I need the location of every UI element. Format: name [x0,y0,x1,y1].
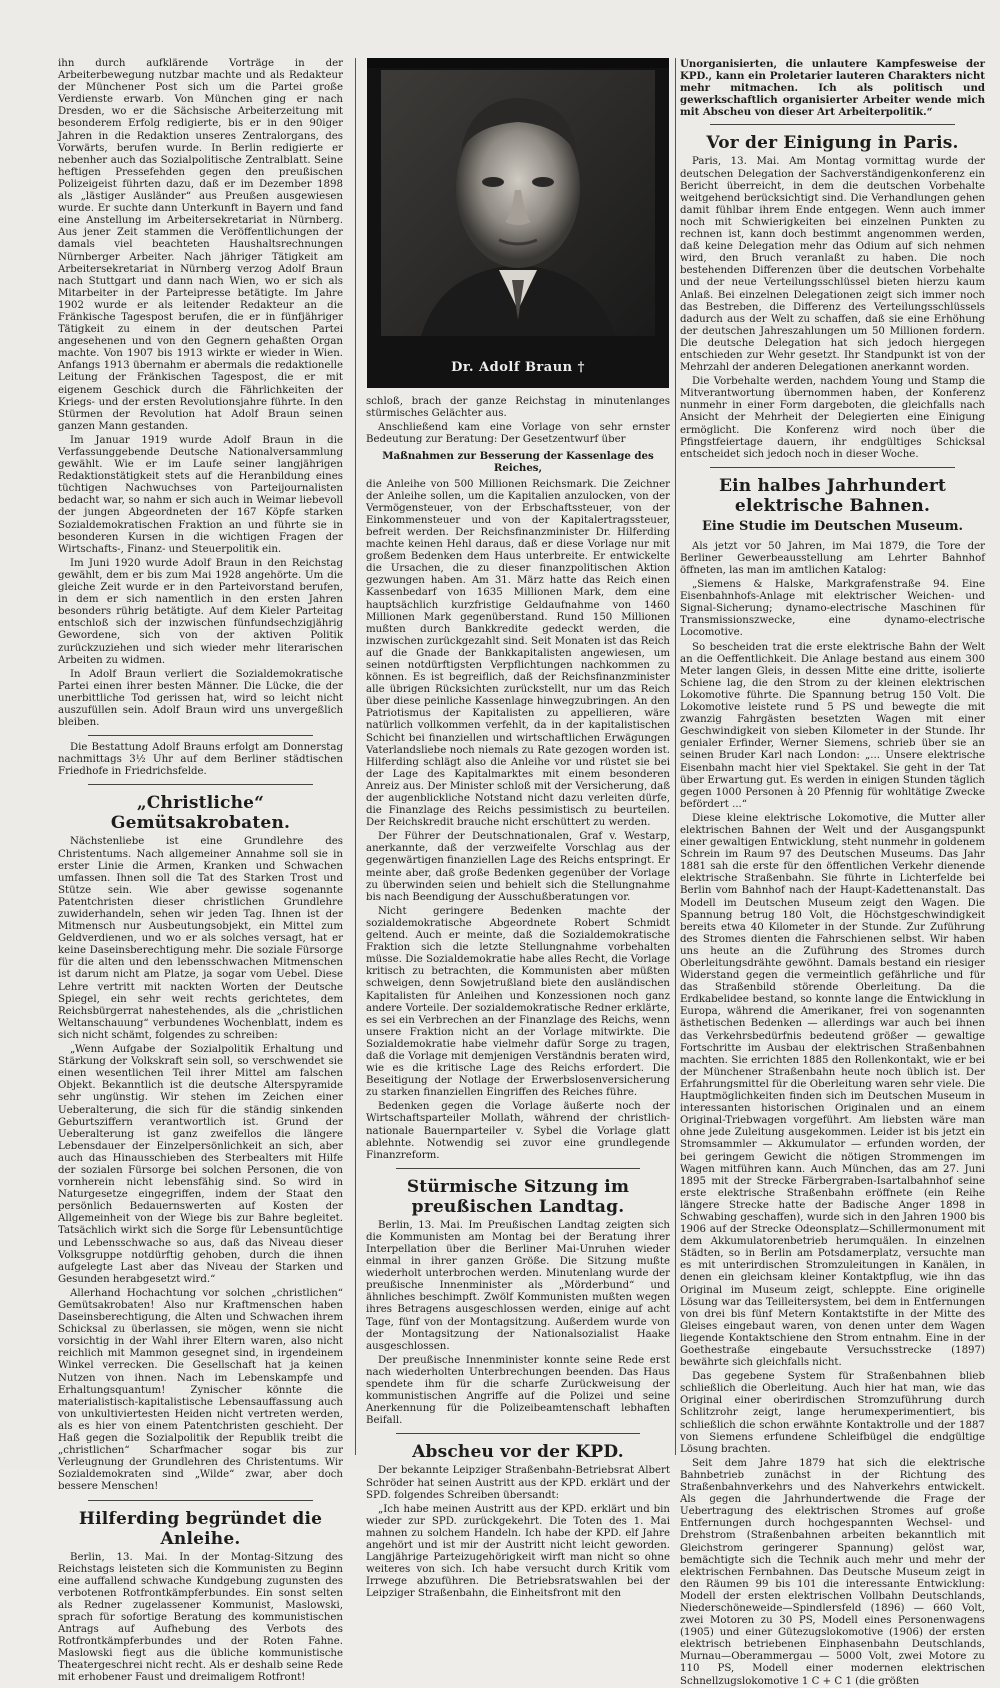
quote-paragraph: „Ich habe meinen Austritt aus der KPD. erklärt und bin wieder zur SPD. zurückgekehrt. Die Toten des 1. Mai mahnen zu solchem Handeln. Ich habe der KPD. elf Jahre angehört und ist mir der Austritt nicht leicht geworden. Langjährige Parteizugehörigkeit wirft man nicht so ohne weiteres von sich. Ich habe versucht durch Kritik vom Irrwege abzuführen. Die Betriebsratswahlen bei der Leipziger Straßenbahn, die Einheitsfront mit den [366,1503,670,1600]
article-paragraph: ihn durch aufklärende Vorträge in der Arbeiterbewegung nutzbar machte und als Redakteur der Münchener Post sich um die Partei große Verdienste erwarb. Von München ging er nach Dresden, wo er die Sächsische Arbeiterzeitung mit besonderem Erfolg redigierte, bis er in den 90iger Jahren in die Redaktion unseres Zentralorgans, des Vorwärts, berufen wurde. In Berlin redigierte er nebenher auch das Sozialpolitische Zentralblatt. Seine heftigen Pressefehden gegen den preußischen Polizeigeist führten dazu, daß er im Dezember 1898 als „lästiger Ausländer“ aus Preußen ausgewiesen wurde. Er suchte dann Unterkunft in Bayern und fand eine Anstellung im Arbeitersekretariat in Nürnberg. Aus jener Zeit stammen die Veröffentlichungen der damals viel beachteten Haushaltsrechnungen Nürnberger Arbeiter. Nach jähriger Tätigkeit am Arbeitersekretariat in Nürnberg verzog Adolf Braun nach Stuttgart und dann nach Wien, wo er sich als Mitarbeiter in der Parteipresse betätigte. Im Jahre 1902 wurde er als leitender Redakteur an die Fränkische Tagespost berufen, die er in fünfjähriger Tätigkeit zu einem in der deutschen Partei angesehenen und von den Gegnern gehaßten Organ machte. Von 1907 bis 1913 wirkte er wieder in Wien. Anfangs 1913 übernahm er abermals die redaktionelle Leitung der Fränkischen Tagespost, die er mit eigenem Geschick durch die Fährlichkeiten der Kriegs- und der ersten Revolutionsjahre führte. In den Stürmen der Revolution hat Adolf Braun seinen ganzen Mann gestanden. [58,58,343,432]
column-left [58,58,343,1684]
column-divider [355,58,356,1455]
separator [396,1433,640,1434]
separator [88,735,313,736]
headline-elektrische-bahnen: Ein halbes Jahrhundert elektrische Bahnen. [718,475,947,516]
article-paragraph: Im Januar 1919 wurde Adolf Braun in die Verfassunggebende Deutsche Nationalversammlung gewählt. Wie er im Laufe seiner langjährigen Redaktionstätigkeit stets auf die Heranbildung eines tüchtigen Nachwuchses von Parteijournalisten bedacht war, so nahm er sich auch in Weimar liebevoll der jungen Abgeordneten der 167 Köpfe starken Sozialdemokratischen Fraktion an und führte sie in besonderen Kursen in die wichtigen Fragen der Wirtschafts-, Finanz- und Steuerpolitik ein. [58,434,343,555]
photo-caption: Dr. Adolf Braun † [451,359,585,375]
article-paragraph: Im Juni 1920 wurde Adolf Braun in den Reichstag gewählt, dem er bis zum Mai 1928 angehörte. Um die gleiche Zeit wurde er in den Parteivorstand berufen, in dem er sich namentlich in den ersten Jahren besonders rührig betätigte. Auf dem Kieler Parteitag entschloß sich der inzwischen fünfundsechzigjährig Gewordene, sich von der aktiven Politik zurückzuziehen und sich wieder mehr literarischen Arbeiten zu widmen. [58,557,343,666]
subheading: Maßnahmen zur Besserung der Kassenlage des Reiches, [382,450,654,475]
headline-kpd: Abscheu vor der KPD. [412,1442,624,1463]
article-paragraph: Berlin, 13. Mai. In der Montag-Sitzung des Reichstags leisteten sich die Kommunisten zu Beginn eine auffallend schwache Kundgebung zugunsten des verbotenen Rotfrontkämpferbundes. Ein sonst selten als Redner zugelassener Kommunist, Maslowski, sprach für sofortige Beratung des kommunistischen Antrags auf Aufhebung des Verbots des Rotfrontkämpferbundes und der Roten Fahne. Maslowski fiegt aus die übliche kommunistische Theatergeschrei nicht recht. Als er deshalb seine Rede mit erhobener Faust und dreimaligem Rotfront! [58,1551,343,1684]
separator [396,1168,640,1169]
article-paragraph: Die Vorbehalte werden, nachdem Young und Stamp die Mitverantwortung übernommen haben, der Konferenz nunmehr in einer Form dargeboten, die gleichfalls nach Ansicht der Mehrheit der Delegierten eine Einigung ermöglicht. Die Konferenz wird noch über die Pfingstfeiertage dauern, ihr endgültiges Schicksal entscheidet sich jedoch noch in dieser Woche. [680,376,985,460]
headline-landtag: Stürmische Sitzung im preußischen Landtag. [406,1176,630,1217]
separator [710,467,955,468]
subheadline-museum: Eine Studie im Deutschen Museum. [701,518,964,534]
quote-paragraph: „Wenn Aufgabe der Sozialpolitik Erhaltung und Stärkung der Volkskraft sein soll, so verschwendet sie einen wesentlichen Teil ihrer Mittel am falschen Objekt. Bekanntlich ist die deutsche Alterspyramide sehr ungünstig. Wir stehen im Zeichen einer Ueberalterung, die sich für die ständig sinkenden Geburtsziffern verantwortlich ist. Grund der Ueberalterung ist ganz zweifellos die längere Lebensdauer der Einzelpersönlichkeit an sich, aber auch das Hinausschieben des Sterbealters mit Hilfe der sozialen Fürsorge bei solchen Personen, die von vornherein nicht lebensfähig sind. So wird in Naturgesetze eingegriffen, indem der Staat den persönlich Bedauernswerten auf Kosten der Allgemeinheit von der Wiege bis zur Bahre begleitet. Tatsächlich wirkt sich die Sorge für Lebensuntüchtige und Lebensschwache so aus, daß das Niveau dieser Volksgruppe notdürftig gehoben, durch die ihnen aufgelegte Last aber das Niveau der Starken und Gesunden herabgesetzt wird.“ [58,1044,343,1285]
column-middle [366,58,670,1600]
article-paragraph: Der Führer der Deutschnationalen, Graf v. Westarp, anerkannte, daß der verzweifelte Vorschlag aus der gegenwärtigen finanziellen Lage des Reichs entspringt. Er meinte aber, daß große Bedenken gegenüber der Vorlage zu überwinden seien und behielt sich die Stellungnahme bis nach Beendigung der Ausschußberatungen vor. [366,831,670,903]
article-paragraph: In Adolf Braun verliert die Sozialdemokratische Partei einen ihrer besten Männer. Die Lücke, die der unerbittliche Tod gerissen hat, wird so leicht nicht auszufüllen sein. Adolf Braun wird uns unvergeßlich bleiben. [58,668,343,729]
headline-hilferding: Hilferding begründet die Anleihe. [78,1508,323,1549]
article-paragraph: Berlin, 13. Mai. Im Preußischen Landtag zeigten sich die Kommunisten am Montag bei der Beratung ihrer Interpellation über die Berliner Mai-Unruhen wieder einmal in ihrer ganzen Größe. Die Sitzung mußte wiederholt unterbrochen werden. Minutenlang wurde der preußische Innenminister als „Mörderbund“ und ähnliches beschimpft. Zwölf Kommunisten mußten wegen ihres Betragens ausgeschlossen werden, einige auf acht Tage, fünf von der Montagsitzung. Außerdem wurde von der Montagsitzung der Nationalsozialist Haake ausgeschlossen. [366,1219,670,1352]
article-paragraph: Allerhand Hochachtung vor solchen „christlichen“ Gemütsakrobaten! Also nur Kraftmenschen haben Daseinsberechtigung, die Alten und Schwachen ihrem Schicksal zu überlassen, sie mögen, wenn sie nicht vorsichtig in der Wahl ihrer Eltern waren, also nicht reichlich mit Mammon gesegnet sind, in irgendeinem Winkel verrecken. Die Gesellschaft hat ja keinen Nutzen von ihnen. Nach im Lebenskampfe und Erhaltungsquantum! Zynischer könnte die materialistisch-kapitalistische Lebensauffassung auch von unkultiviertesten Heiden nicht vertreten werden, als es hier von einem Patentchristen geschieht. Der Haß gegen die Sozialpolitik der Republik treibt die „christlichen“ Scharfmacher sogar bis zur Verleugnung der Grundlehren des Christentums. Wir Sozialdemokraten sind „Wilde“ zwar, aber doch bessere Menschen! [58,1287,343,1493]
article-paragraph: Diese kleine elektrische Lokomotive, die Mutter aller elektrischen Bahnen der Welt und der Ausgangspunkt einer gewaltigen Entwicklung, steht nunmehr in goldenem Schrein im Raum 97 des Deutschen Museums. Das Jahr 1881 sah die erste für den öffentlichen Verkehr dienende elektrische Straßenbahn. Sie führte in Lichterfelde bei Berlin vom Bahnhof nach der Haupt-Kadettenanstalt. Das Modell im Deutschen Museum zeigt den Wagen. Die Spannung betrug 180 Volt, die Höchstgeschwindigkeit bereits etwa 40 Kilometer in der Stunde. Zur Zuführung des Stromes dienten die Fahrschienen selbst. Wir haben uns heute an die Zuführung des Stromes durch Oberleitungsdrähte gewöhnt. Damals bestand ein riesiger Widerstand gegen die vermeintlich gefährliche und für das Straßenbild störende Oberleitung. Da die Erdkabelidee bestand, so konnte lange die Entwicklung in Europa, während die Amerikaner, frei von sogenannten ästhetischen Bedenken — allerdings war auch bei ihnen das Verkehrsbedürfnis bedeutend größer — gewaltige Fortschritte im Ausbau der elektrischen Straßenbahnen machten. Sie errichten 1885 den Rollenkontakt, wie er bei der Münchener Straßenbahn heute noch üblich ist. Der Erfahrungsmittel für die Oberleitung waren sehr viele. Die Hauptmöglichkeiten finden sich im Deutschen Museum in interessanten historischen Originalen und an einem Original-Triebwagen vorgeführt. Am liebsten wäre man ohne jede Zuleitung ausgekommen. Leider ist bis jetzt ein Stromsammler — Akkumulator — erfunden worden, der bei geringem Gewicht die nötigen Strommengen im Wagen mitführen kann. Auch München, das am 27. Juni 1895 mit der Strecke Färbergraben-Isartalbahnhof seine erste elektrische Straßenbahn eröffnete (ein Reihe längere Strecke hatte der Badische Anger 1898 in Schwabing geschaffen), wurde sich in den Jahren 1900 bis 1906 auf der Strecke Odeonsplatz—Schillermonument mit dem Akkumulatorenbetrieb herumquälen. In einzelnen Städten, so in Berlin am Potsdamerplatz, versuchte man es mit unterirdischen Stromzuleitungen in Kanälen, in denen ein gleichsam kleiner Kontaktpflug, wie ihn das Original im Museum zeigt, schleppte. Eine originelle Lösung war das Teilleitersystem, bei dem in Entfernungen von drei bis fünf Metern Kontaktstifte in der Mitte des Gleises eingebaut waren, von denen unter dem Wagen liegende Kontaktschiene den Strom entnahm. Eine in der Goethestraße eingebaute Versuchsstrecke (1897) bewährte sich gleichfalls nicht. [680,812,985,1369]
article-paragraph: Bedenken gegen die Vorlage äußerte noch der Wirtschaftsparteiler Mollath, während der christlich-nationale Bauernparteiler v. Sybel die Vorlage glatt ablehnte. Notwendig sei zuvor eine grundlegende Finanzreform. [366,1101,670,1161]
portrait-photo [367,58,669,388]
article-paragraph: Der bekannte Leipziger Straßenbahn-Betriebsrat Albert Schröder hat seinen Austritt aus der KPD. erklärt und der SPD. folgendes Schreiben übersandt: [366,1465,670,1501]
article-paragraph: Nächstenliebe ist eine Grundlehre des Christentums. Nach allgemeiner Annahme soll sie in erster Linie die Armen, Kranken und Schwachen umfassen. Ihnen soll die Tat des Starken Trost und Stütze sein. Wie aber gewisse sogenannte Patentchristen dieser christlichen Grundlehre zuwiderhandeln, sehen wir jeden Tag. Ihnen ist der Mitmensch nur Ausbeutungsobjekt, ein Mittel zum Geldverdienen, und wo er als solches versagt, hat er keine Daseinsberechtigung mehr. Die soziale Fürsorge für die alten und den lebensschwachen Mitmenschen ist darum nicht am Platze, ja sogar vom Uebel. Diese Lehre vertritt mit nackten Worten der Deutsche Spiegel, ein sehr weit rechts gerichtetes, dem Reichsbürgerrat nahestehendes, als die „christlichen Weltanschauung“ verbundenes Wochenblatt, indem es sich nicht schämt, folgendes zu schreiben: [58,836,343,1041]
article-paragraph: Die Bestattung Adolf Brauns erfolgt am Donnerstag nachmittags 3½ Uhr auf dem Berliner städtischen Friedhofe in Friedrichsfelde. [58,742,343,778]
article-paragraph: Nicht geringere Bedenken machte der sozialdemokratische Abgeordnete Robert Schmidt geltend. Auch er meinte, daß die Sozialdemokratische Fraktion sich die letzte Stellungnahme vorbehalten müsse. Die Sozialdemokratie habe alles Recht, die Vorlage kritisch zu betrachten, die Kommunisten aber müßten schweigen, denn Sowjetrußland biete den ausländischen Kapitalisten für Anleihen und Konzessionen noch ganz andere Vorteile. Der sozialdemokratische Redner erklärte, es sei ein Verbrechen an der Finanzlage des Reichs, wenn unsere Fraktion nicht an der Vorlage mitwirkte. Die Sozialdemokratie habe vielmehr dafür Sorge zu tragen, daß die Vorlage mit demjenigen Verständnis beraten wird, wie es die kritische Lage des Reichs erfordert. Die Beseitigung der Notlage der Erwerbslosenversicherung zu starken finanziellen Eingriffen des Reiches führe. [366,905,670,1099]
headline-gemuetsakrobaten: „Christliche“ Gemütsakrobaten. [110,793,291,834]
article-paragraph: Unorganisierten, die unlautere Kampfesweise der KPD., kann ein Proletarier lauteren Charakters nicht mehr mitmachen. Ich als politisch und gewerkschaftlich organisierter Arbeiter wende mich mit Abscheu von dieser Art Arbeiterpolitik.“ [680,58,985,119]
article-paragraph: die Anleihe von 500 Millionen Reichsmark. Die Zeichner der Anleihe sollen, um die Kapitalien anzulocken, von der Vermögensteuer, von der Erbschaftssteuer, von der Einkommensteuer und von der Kapitalertragssteuer, befreit werden. Der Reichsfinanzminister Dr. Hilferding machte keinen Hehl daraus, daß er diese Vorlage nur mit großem Bedenken dem Haus unterbreite. Er entwickelte die Ursachen, die zu dieser finanzpolitischen Aktion gezwungen haben. Am 31. März hatte das Reich einen Kassenbedarf von 1635 Millionen Mark, dem eine hauptsächlich kurzfristige Geldaufnahme von 1460 Millionen Mark gegenüberstand. Rund 150 Millionen mußten durch Bankkredite gedeckt werden, die inzwischen zurückgezahlt sind. Seit Monaten ist das Reich auf die Gnade der Bankkapitalisten angewiesen, um seinen notdürftigsten Verpflichtungen nachkommen zu können. Es ist begreiflich, daß der Reichsfinanzminister alle übrigen Rücksichten zurückstellt, nur um das Reich über diese peinliche Kassenlage hinwegzubringen. An den Patriotismus der Kapitalisten zu appellieren, wäre natürlich vollkommen verfehlt, da in der kapitalistischen Schicht bei finanziellen und wirtschaftlichen Erwägungen Vaterlandsliebe noch niemals zu Rate gezogen worden ist. Hilferding schlägt also die Anleihe vor und rüstet sie bei der Lage des Kapitalmarktes mit einem besonderen Anreiz aus. Der Minister schloß mit der Versicherung, daß der augenblickliche Notstand nicht dazu verleiten dürfe, die Finanzlage des Reichs pessimistisch zu beurteilen. Der Reichskredit brauche nicht erschüttert zu werden. [366,478,670,829]
column-divider [675,58,676,1455]
article-paragraph: Der preußische Innenminister konnte seine Rede erst nach wiederholten Unterbrechungen beenden. Das Haus spendete ihm für die scharfe Zurückweisung der kommunistischen Angriffe auf die Polizei und seine Anerkennung für die Polizeibeamtenschaft lebhaften Beifall. [366,1354,670,1427]
separator [88,784,313,785]
article-paragraph: schloß, brach der ganze Reichstag in minutenlanges stürmisches Gelächter aus. [366,396,670,420]
article-paragraph: Das gegebene System für Straßenbahnen blieb schließlich die Oberleitung. Auch hier hat man, wie das Original einer oberirdischen Stromzuführung durch Schlitzrohr zeigt, lange herumexperimentiert, bis schließlich die schon erwähnte Kontaktrolle und der 1887 von Siemens erfundene Schleifbügel die endgültige Lösung brachten. [680,1371,985,1455]
article-paragraph: So bescheiden trat die erste elektrische Bahn der Welt an die Oeffentlichkeit. Die Anlage bestand aus einem 300 Meter langen Gleis, in dessen Mitte eine dritte, isolierte Schiene lag, die den Strom zu der kleinen elektrischen Lokomotive führte. Die Spannung betrug 150 Volt. Die Lokomotive leistete rund 5 PS und bewegte die mit zwanzig Fahrgästen besetzten Wagen mit einer Geschwindigkeit von sieben Kilometer in der Stunde. Ihr genialer Erfinder, Werner Siemens, schrieb über sie an seinen Bruder Karl nach London: „... Unsere elektrische Eisenbahn macht hier viel Spektakel. Sie geht in der Tat über Erwartung gut. Es werden in einigen Stunden täglich gegen 1000 Personen à 20 Pfennig für wohltätige Zwecke befördert ...“ [680,641,985,810]
portrait-image [381,70,655,336]
headline-paris: Vor der Einigung in Paris. [706,133,959,154]
quote-paragraph: „Siemens & Halske, Markgrafenstraße 94. Eine Eisenbahnhofs-Anlage mit elektrischer Weichen- und Signal-Sicherung; dynamo-electrische Maschinen für Transmissionszwecke, eine dynamo-electrische Locomotive. [680,579,985,639]
photo-border [367,58,669,68]
separator [710,124,955,125]
article-paragraph: Seit dem Jahre 1879 hat sich die elektrische Bahnbetrieb zunächst in der Richtung des Straßenbahnverkehrs und des Nahverkehrs entwickelt. Als gegen die Jahrhundertwende die Frage der Uebertragung des elektrischen Stromes auf große Entfernungen durch hochgespannten Wechsel- und Drehstrom (Straßenbahnen arbeiten bekanntlich mit Gleichstrom geringerer Spannung) gelöst war, bemächtigte sich die Technik auch mehr und mehr der elektrischen Fernbahnen. Das Deutsche Museum zeigt in den Räumen 99 bis 101 die interessante Entwicklung: Modell der ersten elektrischen Vollbahn Deutschlands, Niederschöneweide—Spindlersfeld (1896) — 660 Volt, zwei Motoren zu 30 PS, Modell eines Personenwagens (1905) und einer Gütezugslokomotive (1906) der ersten elektrisch betriebenen Einphasenbahn Deutschlands, Murnau—Oberammergau — 5000 Volt, zwei Motore zu 110 PS, Modell einer modernen elektrischen Schnellzugslokomotive 1 C + C 1 (die größten [680,1457,985,1687]
article-paragraph: Als jetzt vor 50 Jahren, im Mai 1879, die Tore der Berliner Gewerbeausstellung am Lehrter Bahnhof öffneten, las man im amtlichen Katalog: [680,540,985,576]
separator [88,1500,313,1501]
article-paragraph: Paris, 13. Mai. Am Montag vormittag wurde der deutschen Delegation der Sachverständigenkonferenz ein Bericht überreicht, in dem die deutschen Vorbehalte weitgehend berücksichtigt sind. Die Verhandlungen gehen damit fühlbar ihrem Ende entgegen. Wenn auch immer noch mit Schwierigkeiten bei einzelnen Punkten zu rechnen ist, kann doch bestimmt angenommen werden, daß keine Delegation mehr das Odium auf sich nehmen wird, den Bruch veranlaßt zu haben. Die noch bestehenden Differenzen über die deutschen Vorbehalte und der neue Verteilungsschlüssel bieten hierzu kaum Anlaß. Bei einzelnen Delegationen zeigt sich immer noch das Bestreben, die Differenz des Verteilungsschlüssels dadurch aus der Welt zu schaffen, daß sie eine Erhöhung der deutschen Jahreszahlungen um 50 Millionen fordern. Die deutsche Delegation hat sich jedoch hiergegen entschieden zur Wehr gesetzt. Ihr Standpunkt ist von der Mehrzahl der anderen Delegationen anerkannt worden. [680,156,985,374]
column-right [680,58,985,1687]
article-paragraph: Anschließend kam eine Vorlage von sehr ernster Bedeutung zur Beratung: Der Gesetzentwurf über [366,422,670,446]
